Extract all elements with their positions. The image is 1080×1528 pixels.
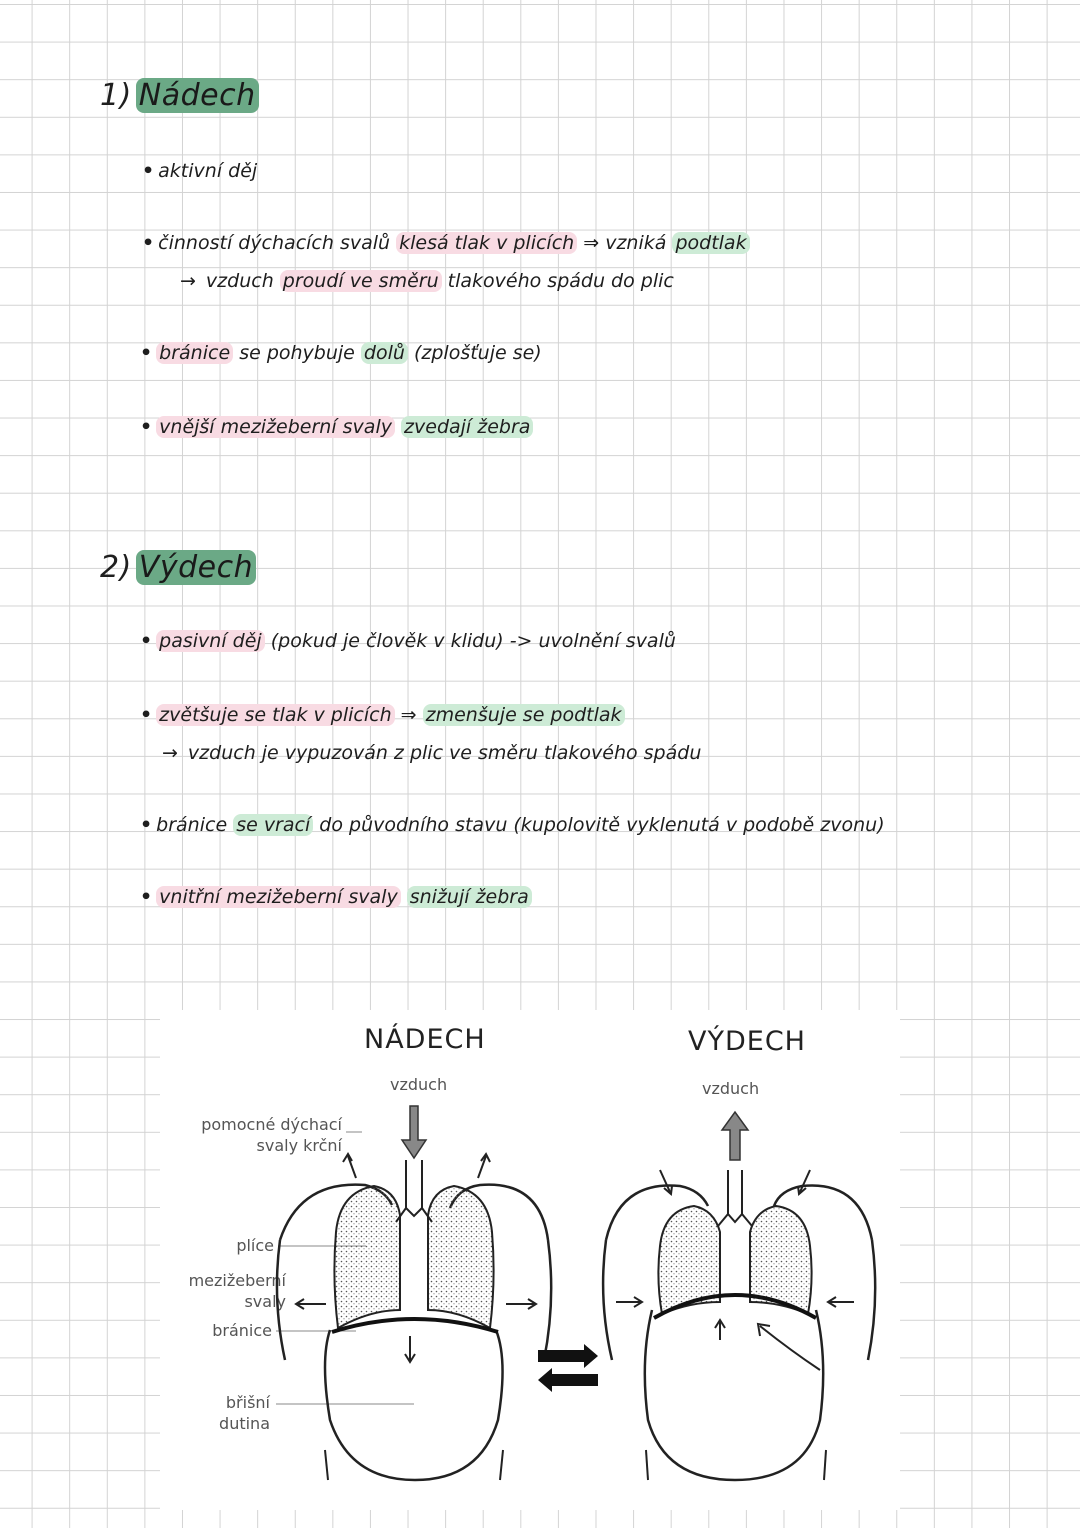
section1-title: Nádech bbox=[136, 78, 259, 113]
s2-bullet-3 bbox=[140, 814, 885, 836]
bullet-dot: • bbox=[140, 704, 153, 726]
s1-bullet-2-sub bbox=[180, 270, 674, 292]
bullet-dot: • bbox=[140, 342, 153, 364]
s2-b4-part2: snižují žebra bbox=[407, 886, 532, 908]
s2-bullet-4 bbox=[140, 886, 532, 908]
s1-b3-part4: (zplošťuje se) bbox=[413, 342, 542, 364]
section1-heading bbox=[100, 78, 259, 113]
s1-b2-part4: podtlak bbox=[672, 232, 749, 254]
s1-bullet-1 bbox=[142, 160, 257, 182]
s2-b1-part1: pasivní děj bbox=[156, 630, 265, 652]
s2-b4-part1: vnitřní mezižeberní svaly bbox=[156, 886, 401, 908]
s2-b2-part2: ⇒ bbox=[400, 704, 417, 726]
trachea-exhale bbox=[718, 1170, 752, 1226]
s1-bullet-4 bbox=[140, 416, 533, 438]
s1-b3-part3: dolů bbox=[361, 342, 408, 364]
bullet-dot: • bbox=[142, 232, 155, 254]
s1-bullet-3 bbox=[140, 342, 542, 364]
lung-left-inhale bbox=[334, 1186, 400, 1328]
lung-right-inhale bbox=[428, 1186, 494, 1328]
s2-b1-part2: (pokud je člověk v klidu) -> uvolnění svalů bbox=[270, 630, 676, 652]
bullet-dot: • bbox=[142, 160, 155, 182]
s1-b3-part2: se pohybuje bbox=[239, 342, 355, 364]
section2-title: Výdech bbox=[136, 550, 256, 585]
bullet-dot: • bbox=[140, 630, 153, 652]
s1-b4-part2: zvedají žebra bbox=[401, 416, 533, 438]
s2-b3-part1: bránice bbox=[156, 814, 228, 836]
label-abdomen: břišní dutina bbox=[219, 1393, 270, 1433]
s1-b4-part1: vnější mezižeberní svaly bbox=[156, 416, 395, 438]
arrow-right-icon: → bbox=[162, 742, 178, 764]
diagram-title-inhale: NÁDECH bbox=[364, 1024, 486, 1055]
s2-b2-part3: zmenšuje se podtlak bbox=[423, 704, 625, 726]
label-accessory-line2: svaly krční bbox=[256, 1136, 342, 1155]
label-intercostal-line1: mezižeberní bbox=[188, 1271, 286, 1290]
s1-b2-sub3: tlakového spádu do plic bbox=[447, 270, 674, 292]
label-lungs: plíce bbox=[236, 1236, 274, 1255]
s1-b3-part1: bránice bbox=[156, 342, 233, 364]
section1-number: 1) bbox=[100, 78, 132, 113]
muscle-arrows-exhale bbox=[616, 1170, 854, 1370]
bullet-dot: • bbox=[140, 814, 153, 836]
arrow-down-icon bbox=[402, 1106, 426, 1158]
s2-b3-part3: do původního stavu (kupolovitě vyklenutá v podobě zvonu) bbox=[319, 814, 885, 836]
torso-inhale bbox=[277, 1185, 551, 1480]
s1-b2-sub1: vzduch bbox=[205, 270, 274, 292]
torso-exhale bbox=[603, 1185, 875, 1480]
arrow-up-icon bbox=[722, 1112, 748, 1160]
s1-b2-sub2: proudí ve směru bbox=[280, 270, 442, 292]
label-diaphragm: bránice bbox=[212, 1321, 272, 1340]
s2-bullet-2 bbox=[140, 704, 625, 726]
diagram-drawing bbox=[160, 1010, 900, 1510]
bullet-dot: • bbox=[140, 416, 153, 438]
s2-b2-sub1: vzduch je vypuzován z plic ve směru tlakového spádu bbox=[187, 742, 702, 764]
s1-b2-part3: ⇒ vzniká bbox=[583, 232, 667, 254]
s2-bullet-2-sub bbox=[162, 742, 701, 764]
label-accessory-line1: pomocné dýchací bbox=[201, 1115, 342, 1134]
s1-b1-text: aktivní děj bbox=[158, 160, 258, 182]
diagram-title-exhale: VÝDECH bbox=[688, 1026, 806, 1057]
s2-b3-part2: se vrací bbox=[233, 814, 313, 836]
equilibrium-arrows-icon bbox=[538, 1344, 598, 1392]
s1-b2-part1: činností dýchacích svalů bbox=[158, 232, 391, 254]
section2-number: 2) bbox=[100, 550, 132, 585]
bullet-dot: • bbox=[140, 886, 153, 908]
s2-bullet-1 bbox=[140, 630, 676, 652]
breathing-diagram bbox=[160, 1010, 900, 1510]
label-air-out: vzduch bbox=[702, 1079, 760, 1098]
s2-b2-part1: zvětšuje se tlak v plicích bbox=[156, 704, 394, 726]
label-intercostal-line2: svaly bbox=[244, 1292, 286, 1311]
label-air-in: vzduch bbox=[390, 1075, 448, 1094]
s1-b2-part2: klesá tlak v plicích bbox=[396, 232, 577, 254]
trachea-inhale bbox=[396, 1160, 432, 1222]
diaphragm-inhale bbox=[332, 1319, 498, 1332]
s1-bullet-2 bbox=[142, 232, 750, 254]
section2-heading bbox=[100, 550, 256, 585]
arrow-right-icon: → bbox=[180, 270, 196, 292]
